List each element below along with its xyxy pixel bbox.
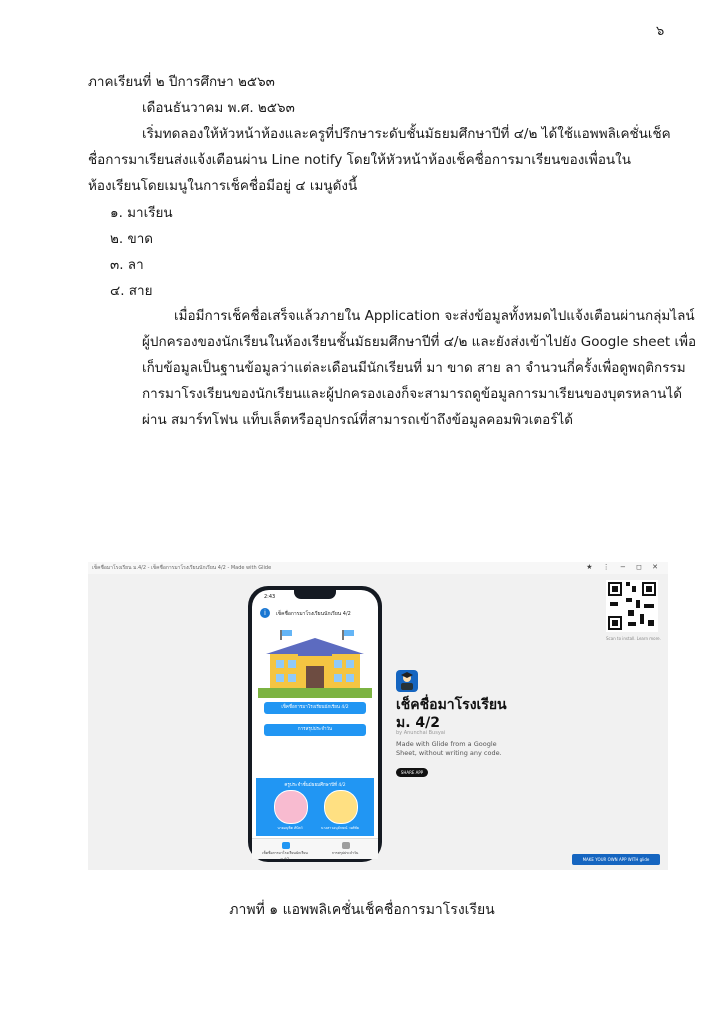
info-icon[interactable]: i [260, 608, 270, 618]
nav-summary-icon[interactable] [342, 842, 350, 849]
app-header [252, 604, 378, 624]
paragraph-1-line-2: ชื่อการมาเรียนส่งแจ้งเตือนผ่าน Line notify โดยให้หัวหน้าห้องเช็คชื่อการมาเรียนของเพื่อนใน [88, 152, 631, 168]
advisor-2-avatar [324, 790, 358, 824]
make-your-own-app-button[interactable]: MAKE YOUR OWN APP WITH glide [572, 854, 660, 865]
nav-item-summary[interactable]: การสรุปประจำวัน [331, 851, 359, 855]
paragraph-2-line-5: ผ่าน สมาร์ทโฟน แท็บเล็ตหรืออุปกรณ์ที่สามารถเข้าถึงข้อมูลคอมพิวเตอร์ได้ [142, 412, 574, 428]
header-title: เช็คชื่อการมาโรงเรียนนักเรียน 4/2 [276, 611, 351, 617]
app-title-line-1: เช็คชื่อมาโรงเรียน [396, 697, 507, 713]
figure-caption: ภาพที่ ๑ แอพพลิเคชั่นเช็คชื่อการมาโรงเรียน [229, 902, 495, 918]
month-heading: เดือนธันวาคม พ.ศ. ๒๕๖๓ [142, 100, 295, 116]
share-app-button[interactable]: SHARE APP [396, 768, 428, 777]
browser-titlebar [88, 562, 668, 574]
qr-code [606, 580, 658, 632]
phone-screen [252, 590, 378, 861]
advisor-panel [256, 778, 374, 836]
paragraph-1-line-1: เริ่มทดลองให้หัวหน้าห้องและครูที่ปรึกษาระดับชั้นมัธยมศึกษาปีที่ ๔/๒ ได้ใช้แอพพลิเคชั่นเช็ค [142, 126, 671, 142]
page-number: ๖ [656, 24, 665, 39]
menu-item-3: ๓. ลา [110, 257, 144, 273]
advisor-1-avatar [274, 790, 308, 824]
advisor-panel-title: ครูประจำชั้นมัธยมศึกษาปีที่ 4/2 [284, 783, 346, 788]
menu-item-4: ๔. สาย [110, 283, 153, 299]
app-icon [396, 670, 418, 692]
bottom-nav [252, 838, 378, 859]
paragraph-2-line-3: เก็บข้อมูลเป็นฐานข้อมูลว่าแต่ละเดือนมีนักเรียนที่ มา ขาด สาย ลา จำนวนกี่ครั้งเพื่อดูพฤติกรรม [142, 360, 686, 376]
paragraph-2-line-1: เมื่อมีการเช็คชื่อเสร็จแล้วภายใน Application จะส่งข้อมูลทั้งหมดไปแจ้งเตือนผ่านกลุ่มไลน์ [174, 308, 695, 324]
phone-mockup [248, 586, 382, 862]
paragraph-1-line-3: ห้องเรียนโดยเมนูในการเช็คชื่อมีอยู่ ๔ เมนูดังนี้ [88, 178, 358, 194]
app-title [396, 696, 507, 732]
app-description: Made with Glide from a Google Sheet, without writing any code. [396, 740, 502, 757]
daily-summary-button[interactable]: การสรุปประจำวัน [264, 724, 366, 736]
qr-caption: Scan to install. Learn more. [606, 636, 661, 641]
window-controls[interactable]: ★ ⋮ − ◻ ✕ [586, 563, 662, 571]
status-time: 2:43 [264, 594, 276, 600]
school-illustration [258, 626, 372, 698]
window-title: เช็คชื่อมาโรงเรียน ม.4/2 - เช็คชื่อการมาโรงเรียนนักเรียน 4/2 - Made with Glide [92, 565, 272, 571]
advisor-1-name: นายอนุชิต สัปัตว์ [277, 826, 303, 830]
menu-item-1: ๑. มาเรียน [110, 205, 173, 221]
nav-item-checkin[interactable]: เช็คชื่อการมาโรงเรียนนักเรียนม.4/2 [262, 851, 308, 861]
paragraph-2-line-4: การมาโรงเรียนของนักเรียนและผู้ปกครองเองก็จะสามารถดูข้อมูลการมาเรียนของบุตรหลานได้ [142, 386, 682, 402]
semester-heading: ภาคเรียนที่ ๒ ปีการศึกษา ๒๕๖๓ [88, 74, 275, 90]
app-title-line-2: ม. 4/2 [396, 715, 441, 731]
advisor-2-name: นางสาวอนุลักษณ์ วงศ์ชัย [321, 826, 359, 830]
paragraph-2-line-2: ผู้ปกครองของนักเรียนในห้องเรียนชั้นมัธยมศึกษาปีที่ ๔/๒ และยังส่งเข้าไปยัง Google sheet เพื่อ [142, 334, 697, 350]
app-screenshot [88, 562, 668, 870]
checkin-button[interactable]: เช็คชื่อการมาโรงเรียนนักเรียน 4/2 [264, 702, 366, 714]
nav-checkin-icon[interactable] [282, 842, 290, 849]
menu-item-2: ๒. ขาด [110, 231, 154, 247]
app-author: by Anunchai Busyai [396, 730, 446, 736]
phone-notch [294, 590, 336, 599]
